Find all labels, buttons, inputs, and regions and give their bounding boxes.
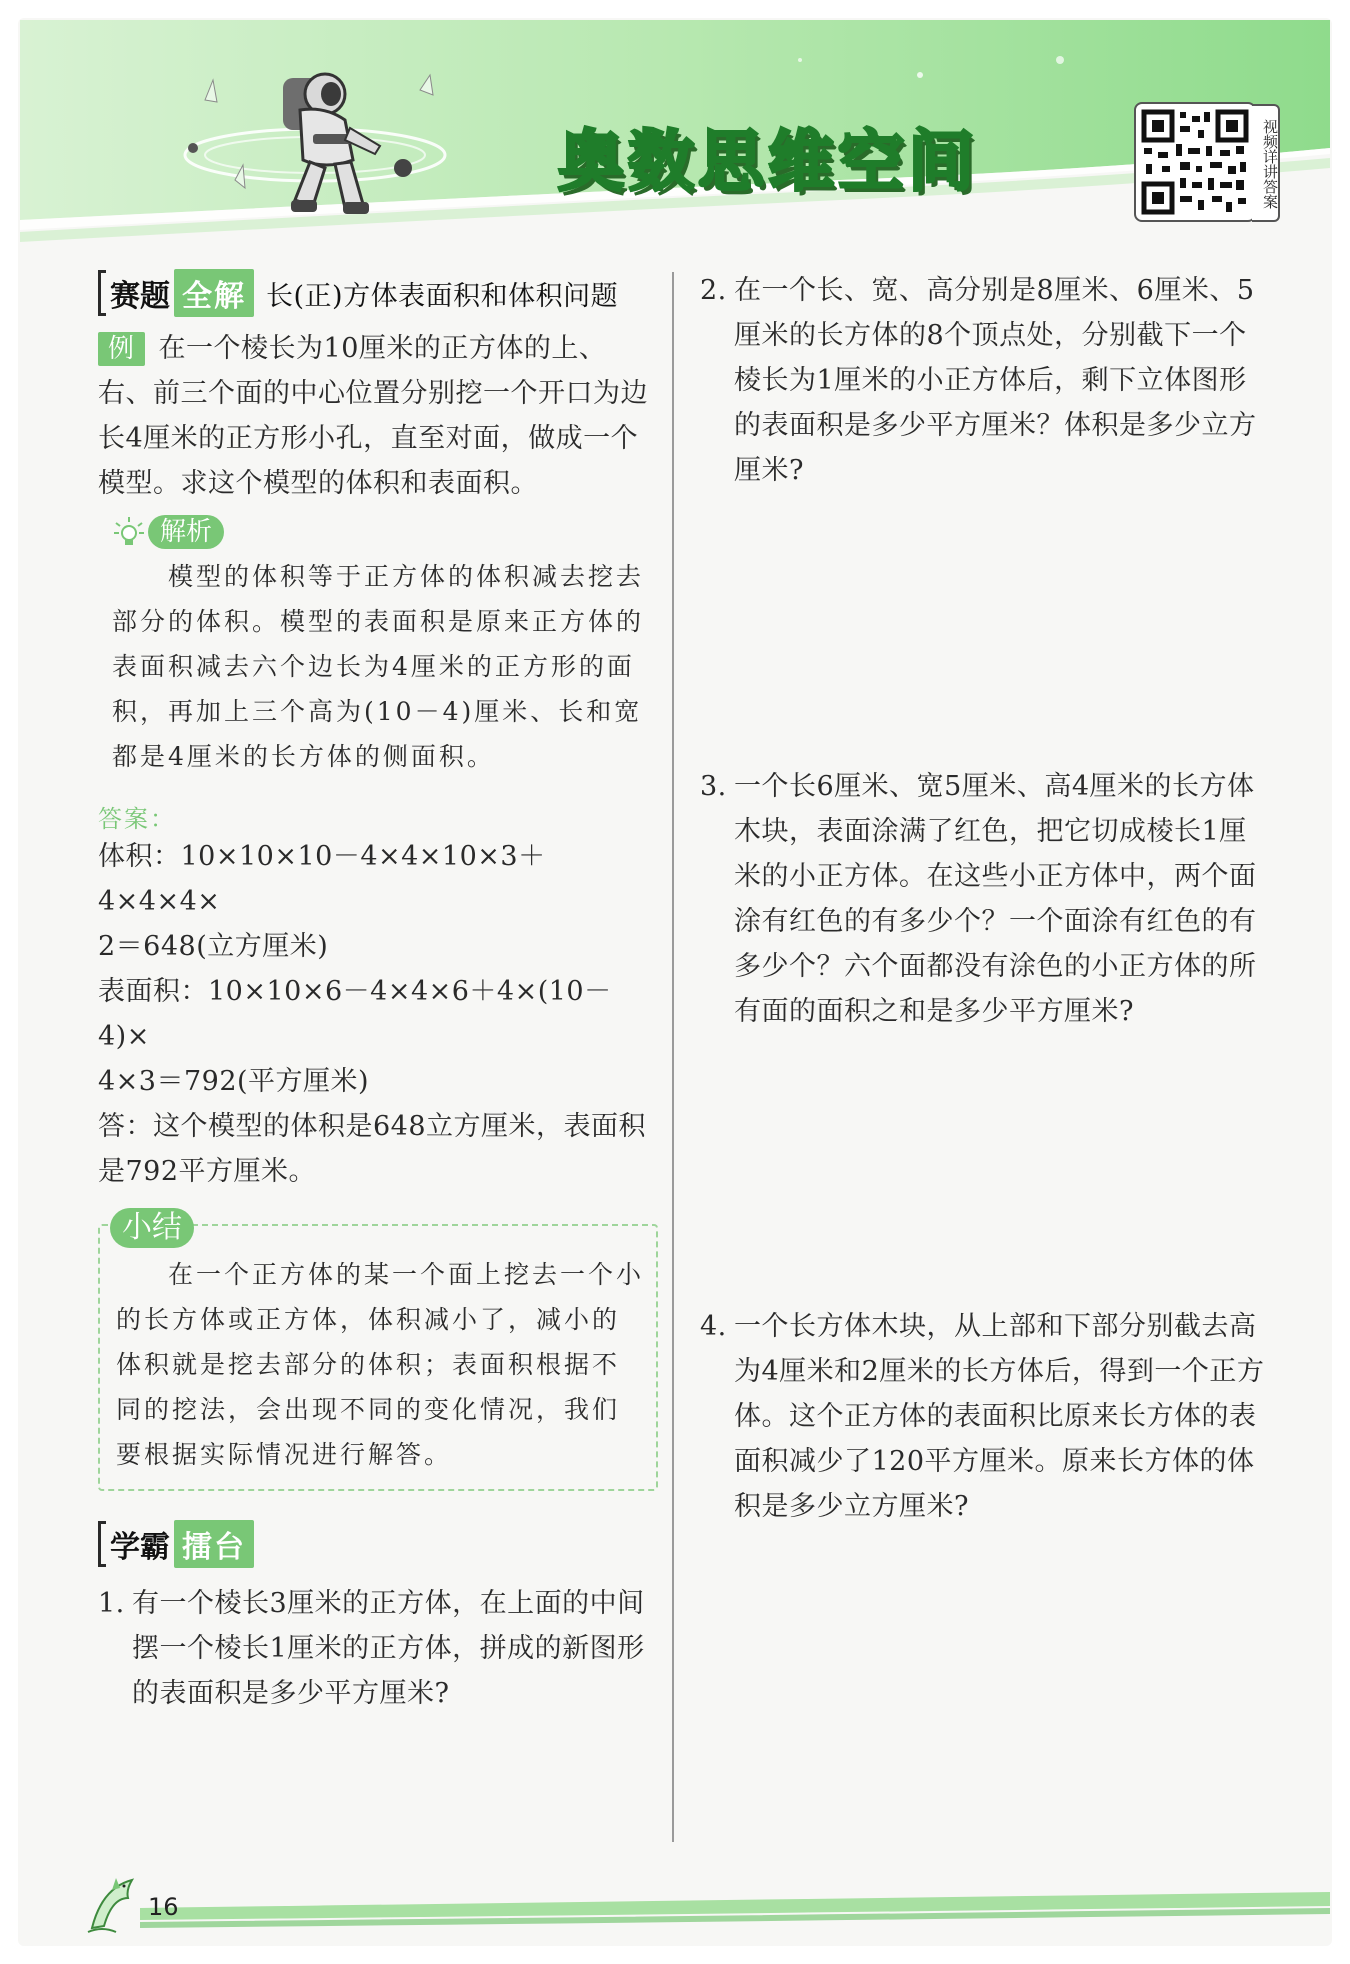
summary-box (98, 1210, 658, 1491)
problem-number: 3. (700, 771, 727, 802)
problem-text: 一个长6厘米、宽5厘米、高4厘米的长方体木块，表面涂满了红色，把它切成棱长1厘米的小正方体。在这些小正方体中，两个面涂有红色的有多少个？一个面涂有红色的有多少个？六个面都没有涂色的小正方体的所有面的面积之和是多少平方厘米? (734, 771, 1257, 1027)
banner-title: 奥数思维空间 (558, 123, 978, 200)
problem-3 (700, 764, 1268, 1034)
astronaut-illustration (175, 50, 475, 240)
dolphin-icon (82, 1868, 144, 1938)
summary-text: 在一个正方体的某一个面上挖去一个小的长方体或正方体，体积减小了，减小的体积就是挖去部分的体积；表面积根据不同的挖法，会出现不同的变化情况，我们要根据实际情况进行解答。 (116, 1260, 645, 1469)
problem-number: 2. (700, 275, 727, 306)
example-badge: 例 (98, 332, 145, 366)
qr-code[interactable] (1134, 102, 1256, 222)
answer-line: 2＝648(立方厘米) (98, 931, 329, 962)
answer-line: 4×3＝792(平方厘米) (98, 1066, 370, 1097)
problem-1 (98, 1581, 658, 1716)
problem-number: 1. (98, 1588, 125, 1619)
page-header (20, 20, 1330, 250)
answer-line: 是792平方厘米。 (98, 1156, 317, 1187)
page-number: 16 (148, 1893, 179, 1921)
problem-4 (700, 1304, 1268, 1529)
section-label-green: 擂台 (174, 1520, 254, 1568)
answer-line: 答：这个模型的体积是648立方厘米，表面积 (98, 1111, 647, 1142)
answer-line: 体积：10×10×10－4×4×10×3＋4×4×4× (98, 841, 546, 917)
section-label-black: 学霸 (110, 1530, 170, 1565)
bracket-decoration (98, 1521, 106, 1567)
summary-badge: 小结 (110, 1208, 194, 1248)
answer-label: 答案： (98, 805, 176, 833)
problem-text: 在一个长、宽、高分别是8厘米、6厘米、5厘米的长方体的8个顶点处，分别截下一个棱长为1厘米的小正方体后，剩下立体图形的表面积是多少平方厘米？体积是多少立方厘米? (734, 275, 1257, 486)
problem-2 (700, 268, 1268, 493)
answer-line: 表面积：10×10×6－4×4×6＋4×(10－4)× (98, 976, 612, 1052)
example-text: 在一个棱长为10厘米的正方体的上、右、前三个面的中心位置分别挖一个开口为边长4厘米的正方形小孔，直至对面，做成一个模型。求这个模型的体积和表面积。 (98, 333, 648, 499)
footer-band (20, 1860, 1330, 1930)
qr-caption: 视频详讲答案 (1252, 104, 1280, 222)
bracket-decoration (98, 270, 106, 316)
problem-number: 4. (700, 1311, 727, 1342)
analysis-badge: 解析 (148, 515, 224, 549)
section-label-black: 赛题 (110, 279, 170, 314)
section-label-green: 全解 (174, 269, 254, 317)
problem-text: 一个长方体木块，从上部和下部分别截去高为4厘米和2厘米的长方体后，得到一个正方体。这个正方体的表面积比原来长方体的表面积减少了120平方厘米。原来长方体的体积是多少立方厘米? (734, 1311, 1265, 1522)
answer-block (98, 834, 658, 1194)
example-problem (98, 326, 658, 506)
left-column (98, 270, 658, 1716)
analysis-text: 模型的体积等于正方体的体积减去挖去部分的体积。模型的表面积是原来正方体的表面积减去六个边长为4厘米的正方形的面积，再加上三个高为(10－4)厘米、长和宽都是4厘米的长方体的侧面积。 (112, 562, 645, 771)
column-divider (672, 272, 674, 1842)
analysis-header (112, 512, 658, 552)
section-header-challenge (98, 1521, 658, 1567)
section-header-contest (98, 270, 658, 316)
section-topic: 长(正)方体表面积和体积问题 (266, 280, 619, 312)
problem-text: 有一个棱长3厘米的正方体，在上面的中间摆一个棱长1厘米的正方体，拼成的新图形的表面积是多少平方厘米? (132, 1588, 645, 1709)
lightbulb-icon (112, 515, 146, 549)
